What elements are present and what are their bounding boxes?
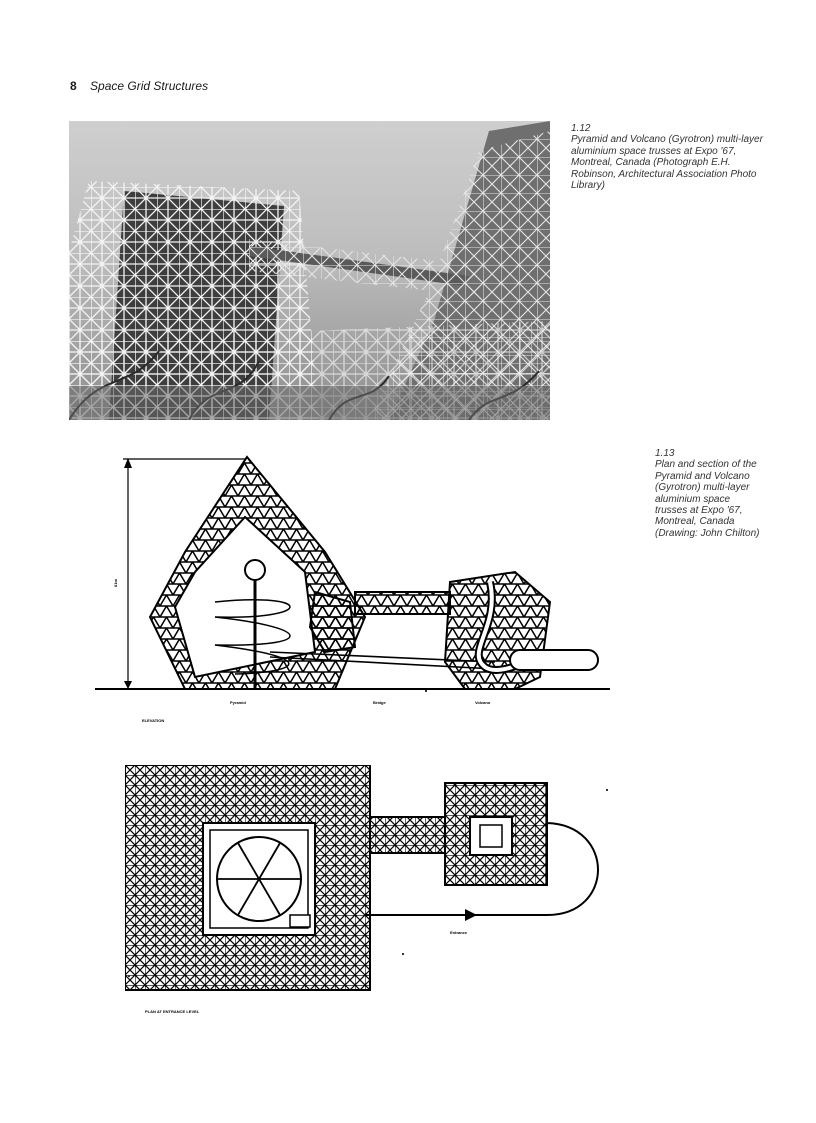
stray-mark (606, 789, 608, 791)
plan-view-label: PLAN AT ENTRANCE LEVEL (145, 1009, 200, 1014)
book-title: Space Grid Structures (90, 79, 209, 93)
stray-mark (402, 953, 404, 955)
stray-mark (425, 690, 427, 692)
figure-1-13-number: 1.13 (655, 448, 675, 459)
figure-1-12-number: 1.12 (571, 123, 591, 134)
pyramid-label: Pyramid (230, 700, 246, 705)
figure-1-12-photo (69, 121, 550, 420)
figure-1-13-section (95, 452, 610, 732)
page-number: 8 (70, 79, 77, 93)
height-label: 61m (113, 578, 118, 587)
figure-1-12-caption-text: Pyramid and Volcano (Gyrotron) multi-layer aluminium space trusses at Expo '67, Montreal, Canada (Photograph E.H. Robinson, Architectural Association Photo Library) (571, 134, 763, 192)
bridge-label: Bridge (373, 700, 386, 705)
volcano-label: Volcano (475, 700, 491, 705)
figure-1-12-caption (571, 123, 766, 191)
figure-1-13-caption (655, 448, 765, 539)
stray-mark (128, 975, 130, 977)
entrance-label: Entrance (450, 930, 468, 935)
running-head (70, 79, 208, 93)
figure-1-13-caption-text: Plan and section of the Pyramid and Volcano (Gyrotron) multi-layer aluminium space trusses at Expo '67, Montreal, Canada (Drawing: John Chilton) (655, 459, 760, 539)
elevation-view-label: ELEVATION (142, 718, 165, 723)
figure-1-13-plan (125, 765, 610, 1020)
